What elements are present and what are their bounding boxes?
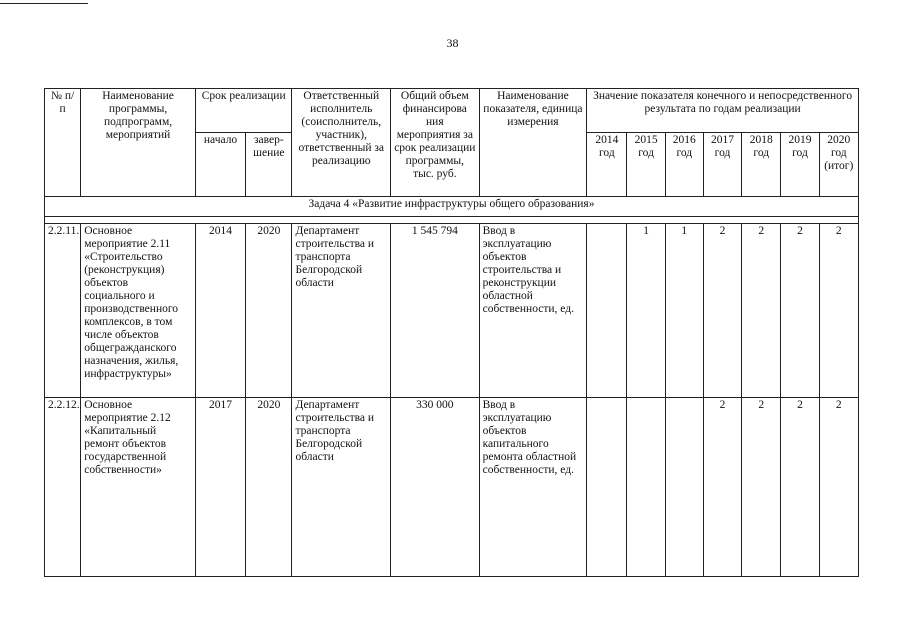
header-executor: Ответственный исполнитель (соисполнитель, участник), ответственный за реализацию	[292, 89, 391, 197]
task-heading: Задача 4 «Развитие инфраструктуры общего образования»	[45, 197, 859, 216]
row-funding: 330 000	[391, 398, 480, 577]
program-table	[44, 88, 859, 577]
row-funding: 1 545 794	[391, 223, 480, 398]
header-year: 2019 год	[781, 132, 819, 196]
row-end: 2020	[246, 223, 292, 398]
row-value: 2	[781, 398, 819, 577]
row-value: 2	[742, 398, 781, 577]
row-value: 1	[627, 223, 665, 398]
header-funding: Общий объем финансирова ния мероприятия за срок реализации программы, тыс. руб.	[391, 89, 480, 197]
table-row	[45, 223, 859, 398]
row-num: 2.2.11.	[45, 223, 81, 398]
row-executor: Департамент строительства и транспорта Белгородской области	[292, 398, 391, 577]
row-num: 2.2.12.	[45, 398, 81, 577]
page-number: 38	[446, 36, 459, 50]
header-year: 2018 год	[742, 132, 781, 196]
header-term: Срок реализации	[195, 89, 292, 133]
header-year: 2014 год	[587, 132, 627, 196]
row-executor: Департамент строительства и транспорта Белгородской области	[292, 223, 391, 398]
row-end: 2020	[246, 398, 292, 577]
row-value: 1	[665, 223, 703, 398]
row-start: 2017	[195, 398, 245, 577]
row-value: 2	[819, 398, 858, 577]
row-value: 2	[781, 223, 819, 398]
row-value: 2	[742, 223, 781, 398]
header-indicator: Наименование показателя, единица измерения	[479, 89, 587, 197]
section-spacer	[45, 216, 859, 223]
header-end: завер-шение	[246, 132, 292, 196]
header-year: 2020 год (итог)	[819, 132, 858, 196]
row-value	[587, 398, 627, 577]
row-value	[665, 398, 703, 577]
row-name: Основное мероприятие 2.11 «Строительство (реконструкция) объектов социального и производственного комплексов, в том числе объектов общегражданского назначения, жилья, инфраструктуры»	[81, 223, 196, 398]
header-start: начало	[195, 132, 245, 196]
header-values: Значение показателя конечного и непосредственного результата по годам реализации	[587, 89, 859, 133]
top-rule	[0, 3, 88, 4]
header-year: 2016 год	[665, 132, 703, 196]
row-value: 2	[703, 223, 741, 398]
row-start: 2014	[195, 223, 245, 398]
header-name: Наименование программы, подпрограмм, мероприятий	[81, 89, 196, 197]
row-value: 2	[819, 223, 858, 398]
header-num: № п/п	[45, 89, 81, 197]
row-value	[587, 223, 627, 398]
table-row	[45, 398, 859, 577]
header-year: 2015 год	[627, 132, 665, 196]
row-value	[627, 398, 665, 577]
row-value: 2	[703, 398, 741, 577]
header-year: 2017 год	[703, 132, 741, 196]
row-indicator: Ввод в эксплуатацию объектов капитального ремонта областной собственности, ед.	[479, 398, 587, 577]
row-indicator: Ввод в эксплуатацию объектов строительства и реконструкции областной собственности, ед.	[479, 223, 587, 398]
row-name: Основное мероприятие 2.12 «Капитальный ремонт объектов государственной собственности»	[81, 398, 196, 577]
